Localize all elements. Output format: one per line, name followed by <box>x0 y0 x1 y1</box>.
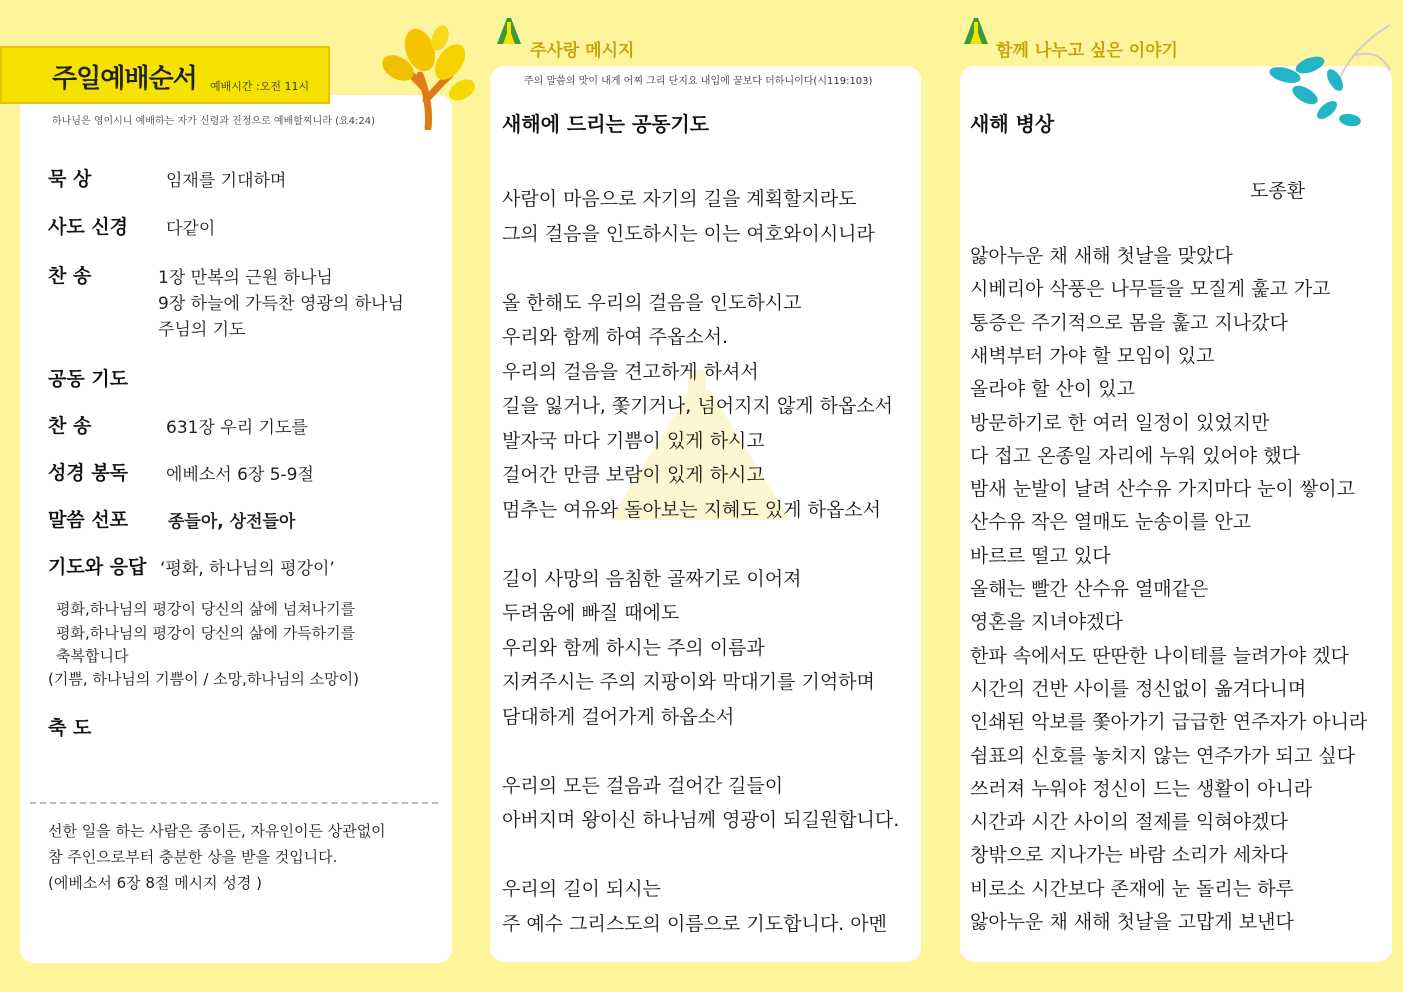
item-value: 631장 우리 기도를 <box>166 418 308 438</box>
poem-line: 방문하기로 한 여러 일정이 있었지만 <box>970 411 1270 434</box>
section-header: 주사랑 메시지 <box>530 41 635 61</box>
prayer-line: 아버지며 왕이신 하나님께 영광이 되길원합니다. <box>502 809 900 831</box>
poem-line: 산수유 작은 열매도 눈송이를 안고 <box>970 511 1252 534</box>
poem-line: 쉼표의 신호를 놓치지 않는 연주가가 되고 싶다 <box>970 744 1355 767</box>
prayer-line: 우리의 길이 되시는 <box>502 878 661 900</box>
poem-line: 시베리아 삭풍은 나무들을 모질게 훑고 가고 <box>970 278 1331 301</box>
prayer-line: 길을 잃거나, 쫓기거나, 넘어지지 않게 하옵소서 <box>502 395 894 417</box>
item-label: 사도 신경 <box>48 216 129 238</box>
church-logo-icon <box>493 14 525 46</box>
hymn-extra: 주님의 기도 <box>158 320 246 340</box>
item-value: 에베소서 6장 5-9절 <box>166 465 314 485</box>
section-verse: 주의 말씀의 맛이 내게 어찌 그리 단지요 내입에 꿀보다 더하니이다(시119:103) <box>524 76 873 87</box>
service-time: 예배시간 :오전 11시 <box>210 80 310 93</box>
prayer-line: 두려움에 빠질 때에도 <box>502 602 680 624</box>
item-label: 축 도 <box>48 717 92 739</box>
prayer-line: 올 한해도 우리의 걸음을 인도하시고 <box>502 291 802 314</box>
item-value: ‘평화, 하나님의 평강이’ <box>160 559 335 579</box>
prayer-line: 지켜주시는 주의 지팡이와 막대기를 기억하며 <box>502 671 875 693</box>
item-label: 묵 상 <box>48 168 92 190</box>
poem-line: 밤새 눈발이 날려 산수유 가지마다 눈이 쌓이고 <box>970 478 1355 501</box>
prayer-line: 주 예수 그리스도의 이름으로 기도합니다. 아멘 <box>502 912 887 935</box>
item-value: 다같이 <box>166 219 216 239</box>
worship-verse: 하나님은 영이시니 예배하는 자가 신령과 진정으로 예배할찌니라 (요4:24) <box>52 116 375 127</box>
poem-line: 비로소 시간보다 존재에 눈 돌리는 하루 <box>970 877 1294 900</box>
footer-line: 선한 일을 하는 사람은 종이든, 자유인이든 상관없이 <box>48 822 386 840</box>
poem-line: 인쇄된 악보를 쫓아가기 급급한 연주자가 아니라 <box>970 711 1368 734</box>
poem-line: 새벽부터 가야 할 모임이 있고 <box>970 344 1215 367</box>
worship-order-banner <box>0 46 330 104</box>
response-line: 평화,하나님의 평강이 당신의 삶에 넘쳐나기를 <box>56 600 356 618</box>
prayer-line: 담대하게 걸어가게 하옵소서 <box>502 705 735 728</box>
response-line: (기쁨, 하나님의 기쁨이 / 소망,하나님의 소망이) <box>48 670 359 688</box>
church-logo-icon <box>960 14 992 46</box>
prayer-line: 그의 걸음을 인도하시는 이는 여호와이시니라 <box>502 222 875 245</box>
prayer-line: 우리와 함께 하여 주옵소서. <box>502 326 729 348</box>
prayer-line: 우리의 모든 걸음과 걸어간 길들이 <box>502 774 784 797</box>
item-value: 임재를 기대하며 <box>166 171 287 191</box>
divider <box>30 802 438 804</box>
section-header: 함께 나누고 싶은 이야기 <box>996 41 1178 61</box>
poem-line: 앓아누운 채 새해 첫날을 맞았다 <box>970 245 1233 267</box>
poem-line: 시간과 시간 사이의 절제를 익혀야겠다 <box>970 811 1288 834</box>
poem-line: 바르르 떨고 있다 <box>970 544 1111 567</box>
footer-line: 참 주인으로부터 충분한 상을 받을 것입니다. <box>48 848 338 866</box>
prayer-line: 발자국 마다 기쁨이 있게 하시고 <box>502 429 765 452</box>
poem-line: 올해는 빨간 산수유 열매같은 <box>970 578 1209 600</box>
prayer-line: 사람이 마음으로 자기의 길을 계획할지라도 <box>502 188 857 210</box>
item-label: 찬 송 <box>48 415 92 437</box>
item-label: 성경 봉독 <box>48 462 129 484</box>
poem-title: 새해 병상 <box>970 112 1055 136</box>
response-line: 축복합니다 <box>56 647 129 665</box>
item-value: 1장 만복의 근원 하나님 <box>158 268 333 288</box>
hymn-extra: 9장 하늘에 가득찬 영광의 하나님 <box>158 294 404 314</box>
poem-line: 다 접고 온종일 자리에 누워 있어야 했다 <box>970 444 1300 467</box>
poem-line: 한파 속에서도 딴딴한 나이테를 늘려가야 겠다 <box>970 644 1349 667</box>
poem-line: 쓰러져 누워야 정신이 드는 생활이 아니라 <box>970 777 1313 800</box>
item-value: 종들아, 상전들아 <box>168 512 296 532</box>
tree-icon <box>380 20 480 130</box>
poem-line: 앓아누운 채 새해 첫날을 고맙게 보낸다 <box>970 911 1294 933</box>
item-label: 공동 기도 <box>48 368 129 390</box>
item-label: 찬 송 <box>48 265 92 287</box>
prayer-line: 우리의 걸음을 견고하게 하셔서 <box>502 360 759 383</box>
poem-line: 통증은 주기적으로 몸을 훑고 지나갔다 <box>970 311 1288 334</box>
prayer-line: 길이 사망의 음침한 골짜기로 이어져 <box>502 567 802 590</box>
page-title: 주일예배순서 <box>52 64 197 94</box>
poem-line: 시간의 건반 사이를 정신없이 옮겨다니며 <box>970 677 1307 700</box>
footer-line: (에베소서 6장 8절 메시지 성경 ) <box>48 874 263 892</box>
item-label: 기도와 응답 <box>48 556 147 578</box>
response-line: 평화,하나님의 평강이 당신의 삶에 가득하기를 <box>56 624 356 642</box>
poem-line: 창밖으로 지나가는 바람 소리가 세차다 <box>970 844 1288 867</box>
prayer-line: 멈추는 여유와 돌아보는 지혜도 있게 하옵소서 <box>502 498 881 521</box>
leaf-branch-icon <box>1265 20 1395 130</box>
poem-line: 영혼을 지녀야겠다 <box>970 611 1123 634</box>
prayer-title: 새해에 드리는 공동기도 <box>502 112 710 136</box>
item-label: 말씀 선포 <box>48 509 129 531</box>
prayer-line: 걸어간 만큼 보람이 있게 하시고 <box>502 464 765 486</box>
poem-author: 도종환 <box>1250 180 1306 202</box>
prayer-line: 우리와 함께 하시는 주의 이름과 <box>502 636 765 659</box>
poem-line: 올라야 할 산이 있고 <box>970 378 1135 401</box>
